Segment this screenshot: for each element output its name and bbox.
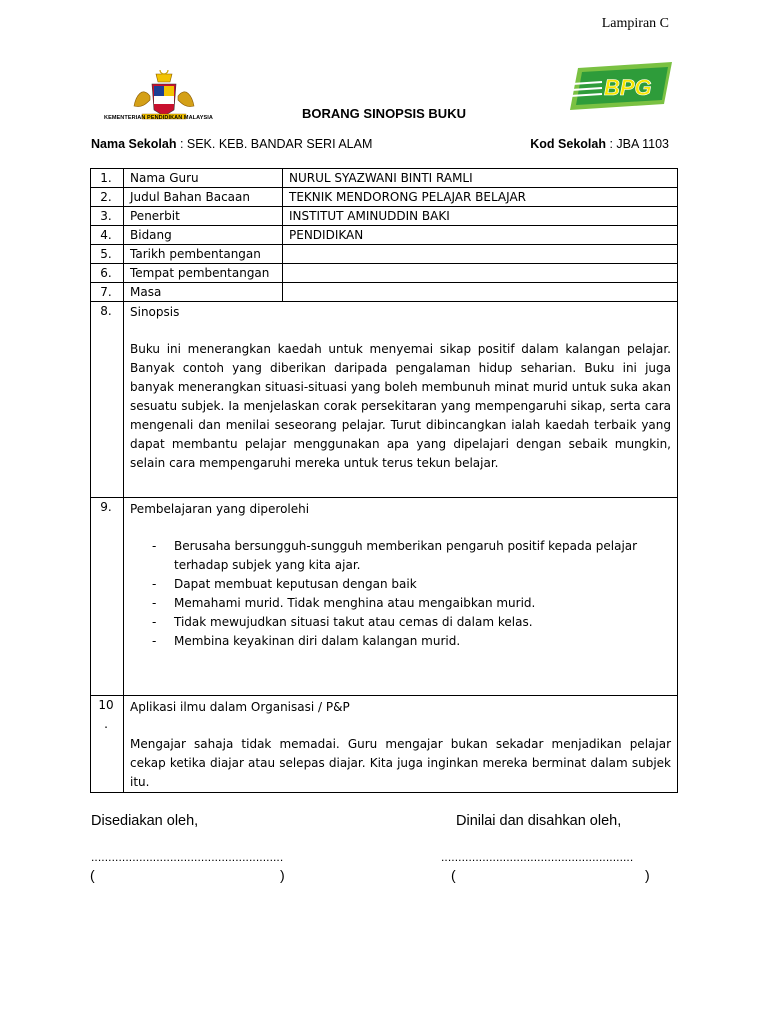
aplikasi-text: Mengajar sahaja tidak memadai. Guru mengajar bukan sekadar menjadikan pelajar cekap ketika diajar atau selepas diajar. Kita juga inginkan mereka berminat dalam subjek itu. [130, 737, 671, 789]
table-row [91, 226, 678, 245]
sinopsis-cell [124, 302, 678, 498]
pembelajaran-list [130, 537, 671, 651]
row-number: 4. [91, 226, 124, 245]
approved-name-open-paren: ( [451, 867, 456, 883]
approved-name-close-paren: ) [645, 867, 650, 883]
row-number: 10 . [91, 696, 124, 793]
row-label: Penerbit [124, 207, 283, 226]
table-row [91, 283, 678, 302]
school-name-value: : SEK. KEB. BANDAR SERI ALAM [176, 137, 373, 151]
prepared-signature-line: ........................................................ [91, 850, 284, 864]
lampiran-label: Lampiran C [601, 16, 669, 31]
list-item: - Dapat membuat keputusan dengan baik [130, 575, 671, 594]
sinopsis-text: Buku ini menerangkan kaedah untuk menyemai sikap positif dalam kalangan pelajar. Banyak contoh yang diberikan daripada pengalaman hidup seharian. Buku ini juga banyak menerangkan situasi-situasi yang boleh membunuh minat murid untuk suka akan sesuatu subjek. Ia menjelaskan corak persekitaran yang mempengaruhi sikap, serta cara mengenali dan menilai seseorang pelajar. Turut dibincangkan ialah kaedah terbaik yang dapat membantu pelajar menggunakan apa yang dipelajari dengan sebaik mungkin, selain cara mempengaruhi mereka untuk terus tekun belajar. [130, 342, 671, 470]
bpg-logo-text: BPG [604, 75, 652, 100]
row-number: 2. [91, 188, 124, 207]
prepared-name-close-paren: ) [280, 867, 285, 883]
table-row [91, 207, 678, 226]
row-number: 8. [91, 302, 124, 498]
row-label: Judul Bahan Bacaan [124, 188, 283, 207]
row-label: Bidang [124, 226, 283, 245]
school-name-label: Nama Sekolah [91, 137, 177, 151]
row-number: 1. [91, 169, 124, 188]
table-row [91, 169, 678, 188]
pembelajaran-row [91, 498, 678, 696]
school-code-label: Kod Sekolah [530, 137, 606, 151]
row-label: Tempat pembentangan [124, 264, 283, 283]
synopsis-form-table [90, 168, 678, 793]
row-value [283, 264, 678, 283]
pembelajaran-cell [124, 498, 678, 696]
aplikasi-cell [124, 696, 678, 793]
sinopsis-row [91, 302, 678, 498]
school-code-line [530, 137, 669, 151]
school-code-value: : JBA 1103 [605, 137, 669, 151]
table-row [91, 245, 678, 264]
sinopsis-heading: Sinopsis [130, 305, 180, 319]
row-number: 7. [91, 283, 124, 302]
aplikasi-row [91, 696, 678, 793]
row-value: NURUL SYAZWANI BINTI RAMLI [283, 169, 678, 188]
list-item: - Tidak mewujudkan situasi takut atau cemas di dalam kelas. [130, 613, 671, 632]
list-item: - Membina keyakinan diri dalam kalangan murid. [130, 632, 671, 651]
row-value [283, 245, 678, 264]
row-number: 6. [91, 264, 124, 283]
prepared-by-label: Disediakan oleh, [91, 813, 199, 829]
row-value: INSTITUT AMINUDDIN BAKI [283, 207, 678, 226]
row-value: PENDIDIKAN [283, 226, 678, 245]
table-row [91, 264, 678, 283]
prepared-name-open-paren: ( [90, 867, 95, 883]
form-title: BORANG SINOPSIS BUKU [302, 106, 466, 121]
approved-by-label: Dinilai dan disahkan oleh, [456, 813, 622, 829]
crest-caption: KEMENTERIAN PENDIDIKAN MALAYSIA [104, 115, 213, 121]
row-value [283, 283, 678, 302]
approved-signature-line: ........................................................ [441, 850, 634, 864]
list-item: - Berusaha bersungguh-sungguh memberikan pengaruh positif kepada pelajar terhadap subjek yang kita ajar. [130, 537, 671, 575]
row-label: Nama Guru [124, 169, 283, 188]
list-item: - Memahami murid. Tidak menghina atau mengaibkan murid. [130, 594, 671, 613]
bpg-logo [568, 62, 672, 112]
table-row [91, 188, 678, 207]
school-name-line [91, 137, 372, 151]
row-number: 5. [91, 245, 124, 264]
row-label: Masa [124, 283, 283, 302]
row-label: Tarikh pembentangan [124, 245, 283, 264]
row-number: 9. [91, 498, 124, 696]
aplikasi-heading: Aplikasi ilmu dalam Organisasi / P&P [130, 700, 350, 714]
pembelajaran-heading: Pembelajaran yang diperolehi [130, 502, 310, 516]
row-number: 3. [91, 207, 124, 226]
row-value: TEKNIK MENDORONG PELAJAR BELAJAR [283, 188, 678, 207]
